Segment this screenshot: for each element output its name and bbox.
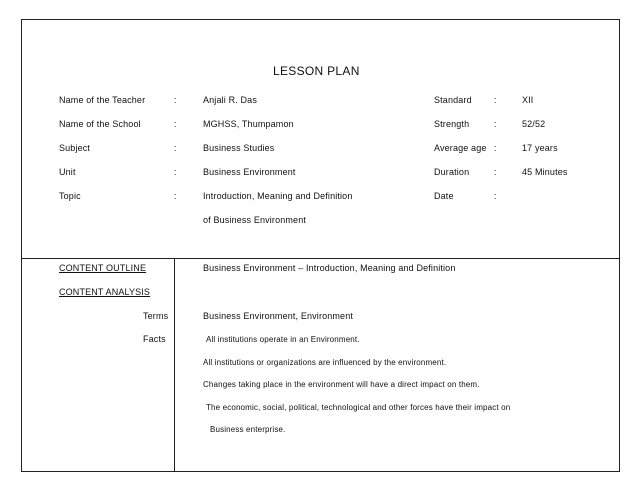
column-divider xyxy=(174,258,175,472)
school-label: Name of the School xyxy=(59,119,141,129)
content-outline-label: CONTENT OUTLINE xyxy=(59,263,147,273)
topic-colon: : xyxy=(174,191,177,201)
topic-value: Introduction, Meaning and Definition xyxy=(203,191,353,201)
average-age-label: Average age xyxy=(434,143,487,153)
standard-value: XII xyxy=(522,95,534,105)
duration-label: Duration xyxy=(434,167,470,177)
strength-label: Strength xyxy=(434,119,470,129)
duration-colon: : xyxy=(494,167,497,177)
terms-label: Terms xyxy=(143,311,169,321)
subject-colon: : xyxy=(174,143,177,153)
average-age-value: 17 years xyxy=(522,143,558,153)
unit-value: Business Environment xyxy=(203,167,296,177)
topic-label: Topic xyxy=(59,191,81,201)
strength-colon: : xyxy=(494,119,497,129)
terms-value: Business Environment, Environment xyxy=(203,311,354,321)
topic-value-line2: of Business Environment xyxy=(203,215,306,225)
average-age-colon: : xyxy=(494,143,497,153)
page-title: LESSON PLAN xyxy=(273,64,360,78)
fact-item: All institutions or organizations are influenced by the environment. xyxy=(203,358,447,367)
subject-value: Business Studies xyxy=(203,143,275,153)
fact-item: Changes taking place in the environment will have a direct impact on them. xyxy=(203,380,480,389)
school-colon: : xyxy=(174,119,177,129)
unit-label: Unit xyxy=(59,167,76,177)
content-outline-value: Business Environment – Introduction, Meaning and Definition xyxy=(203,263,456,273)
school-value: MGHSS, Thumpamon xyxy=(203,119,294,129)
fact-item: Business enterprise. xyxy=(210,425,286,434)
subject-label: Subject xyxy=(59,143,91,153)
duration-value: 45 Minutes xyxy=(522,167,568,177)
date-label: Date xyxy=(434,191,454,201)
date-colon: : xyxy=(494,191,497,201)
facts-label: Facts xyxy=(143,334,166,344)
fact-item: The economic, social, political, technological and other forces have their impact on xyxy=(206,403,511,412)
standard-colon: : xyxy=(494,95,497,105)
strength-value: 52/52 xyxy=(522,119,546,129)
fact-item: All institutions operate in an Environment. xyxy=(206,335,360,344)
teacher-colon: : xyxy=(174,95,177,105)
unit-colon: : xyxy=(174,167,177,177)
teacher-value: Anjali R. Das xyxy=(203,95,257,105)
teacher-label: Name of the Teacher xyxy=(59,95,146,105)
standard-label: Standard xyxy=(434,95,472,105)
section-divider xyxy=(21,258,620,259)
content-analysis-label: CONTENT ANALYSIS xyxy=(59,287,151,297)
